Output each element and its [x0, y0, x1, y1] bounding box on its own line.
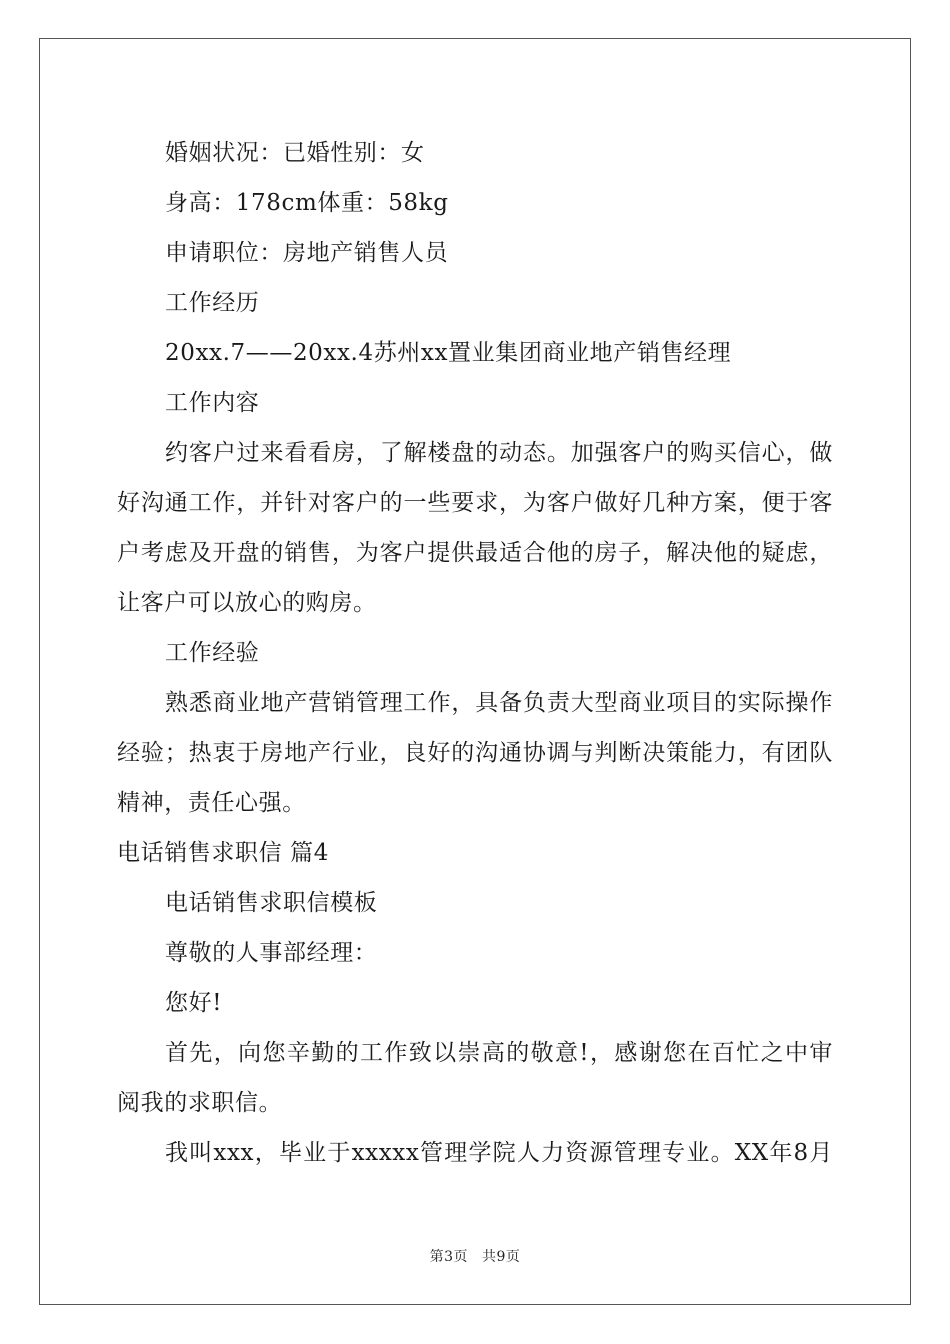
page-footer [0, 1246, 950, 1266]
paragraph-line: 经验；热衷于房地产行业，良好的沟通协调与判断决策能力，有团队 [117, 740, 833, 766]
line-position-applied: 申请职位：房地产销售人员 [165, 240, 449, 266]
line-marital-gender: 婚姻状况：已婚性别：女 [165, 140, 425, 166]
page-total: 共9页 [482, 1249, 521, 1265]
page-number: 第3页 [429, 1249, 468, 1265]
paragraph-line: 熟悉商业地产营销管理工作，具备负责大型商业项目的实际操作 [165, 690, 833, 716]
paragraph-line: 户考虑及开盘的销售，为客户提供最适合他的房子，解决他的疑虑， [117, 540, 833, 566]
document-body [117, 128, 833, 1178]
line-work-period: 20xx.7——20xx.4苏州xx置业集团商业地产销售经理 [165, 340, 732, 366]
letter-title: 电话销售求职信模板 [165, 890, 378, 916]
article-title: 电话销售求职信 篇4 [117, 840, 329, 866]
letter-salutation: 尊敬的人事部经理： [165, 940, 378, 966]
paragraph-line: 精神，责任心强。 [117, 790, 306, 816]
paragraph-line: 首先，向您辛勤的工作致以崇高的敬意!，感谢您在百忙之中审 [165, 1040, 833, 1066]
section-heading-work-history: 工作经历 [165, 290, 260, 316]
paragraph-line: 让客户可以放心的购房。 [117, 590, 377, 616]
paragraph-line: 好沟通工作，并针对客户的一些要求，为客户做好几种方案，便于客 [117, 490, 833, 516]
paragraph-line: 阅我的求职信。 [117, 1090, 283, 1116]
paragraph-line: 我叫xxx，毕业于xxxxx管理学院人力资源管理专业。XX年8月 [165, 1140, 833, 1166]
letter-greeting: 您好! [165, 990, 223, 1016]
section-heading-work-content: 工作内容 [165, 390, 260, 416]
section-heading-work-experience: 工作经验 [165, 640, 260, 666]
paragraph-line: 约客户过来看看房，了解楼盘的动态。加强客户的购买信心，做 [165, 440, 833, 466]
line-height-weight: 身高：178cm体重：58kg [165, 190, 449, 216]
